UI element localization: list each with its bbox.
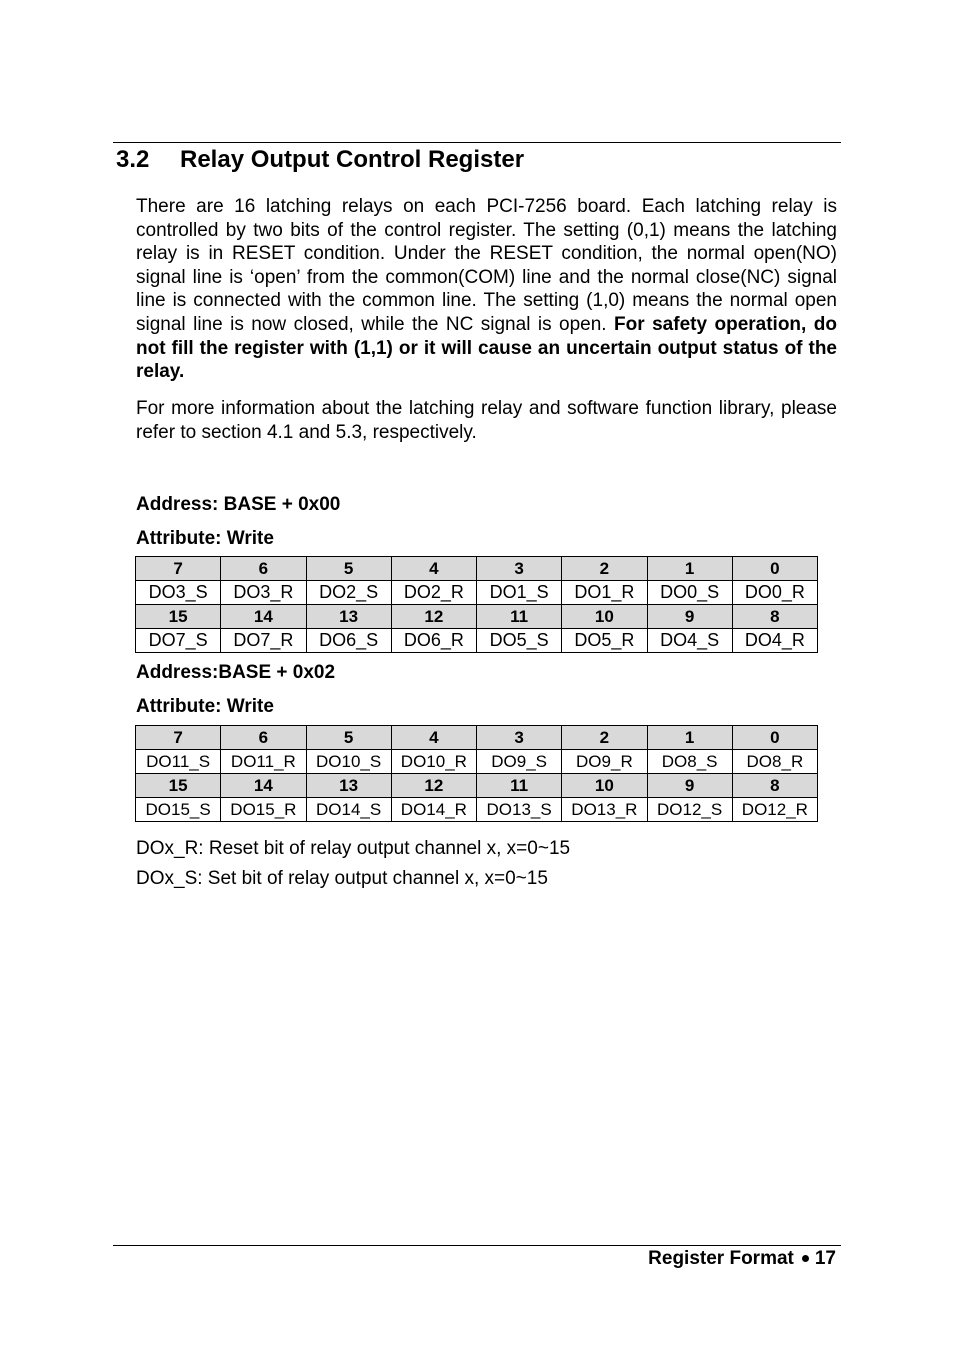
bit-name-cell: DO3_R — [221, 581, 306, 605]
bit-name-cell: DO12_R — [732, 798, 817, 822]
safety-warning: For safety operation, do not fill the register with (1,1) or it will cause an uncertain output status of the relay. — [136, 313, 837, 383]
bit-number-cell: 8 — [732, 774, 817, 798]
bit-number-cell: 10 — [562, 774, 647, 798]
bit-name-cell: DO13_R — [562, 798, 647, 822]
bit-name-row — [136, 750, 818, 774]
bit-number-row — [136, 726, 818, 750]
bit-name-cell: DO9_S — [477, 750, 562, 774]
bit-name-cell: DO4_R — [732, 629, 817, 653]
bit-number-cell: 2 — [562, 726, 647, 750]
bit-name-cell: DO1_S — [477, 581, 562, 605]
bit-number-cell: 7 — [136, 726, 221, 750]
bit-number-cell: 5 — [306, 557, 391, 581]
footer-label: Register Format — [648, 1248, 794, 1269]
bit-name-cell: DO13_S — [477, 798, 562, 822]
bit-number-cell: 4 — [391, 557, 476, 581]
bit-number-cell: 12 — [391, 774, 476, 798]
bullet-icon — [802, 1255, 809, 1262]
bit-number-cell: 8 — [732, 605, 817, 629]
bit-number-cell: 14 — [221, 605, 306, 629]
bit-number-cell: 1 — [647, 726, 732, 750]
bit-number-cell: 9 — [647, 605, 732, 629]
bit-number-cell: 15 — [136, 605, 221, 629]
footer-rule — [113, 1245, 841, 1246]
bit-number-cell: 10 — [562, 605, 647, 629]
note-set-bit: DOx_S: Set bit of relay output channel x, x=0~15 — [136, 868, 548, 889]
bit-number-cell: 3 — [477, 726, 562, 750]
note-reset-bit: DOx_R: Reset bit of relay output channel x, x=0~15 — [136, 838, 571, 859]
bit-number-cell: 13 — [306, 774, 391, 798]
bit-number-cell: 0 — [732, 557, 817, 581]
bit-number-cell: 14 — [221, 774, 306, 798]
register1-attribute: Attribute: Write — [136, 528, 274, 549]
bit-name-cell: DO3_S — [136, 581, 221, 605]
page-footer — [648, 1248, 836, 1270]
bit-name-cell: DO7_R — [221, 629, 306, 653]
page-number: 17 — [814, 1248, 836, 1269]
register2-attribute: Attribute: Write — [136, 696, 274, 717]
bit-name-cell: DO15_R — [221, 798, 306, 822]
bit-name-cell: DO10_S — [306, 750, 391, 774]
bit-name-cell: DO0_S — [647, 581, 732, 605]
bit-number-cell: 5 — [306, 726, 391, 750]
bit-name-cell: DO15_S — [136, 798, 221, 822]
bit-name-cell: DO6_R — [391, 629, 476, 653]
bit-number-cell: 13 — [306, 605, 391, 629]
reference-paragraph: For more information about the latching relay and software function library, please refer to section 4.1 and 5.3, respectively. — [136, 398, 837, 443]
bit-number-cell: 9 — [647, 774, 732, 798]
bit-name-cell: DO8_R — [732, 750, 817, 774]
bit-name-cell: DO10_R — [391, 750, 476, 774]
bit-name-row — [136, 581, 818, 605]
bit-name-cell: DO11_R — [221, 750, 306, 774]
bit-name-cell: DO14_R — [391, 798, 476, 822]
register1-table — [135, 556, 818, 653]
bit-number-cell: 6 — [221, 557, 306, 581]
bit-name-row — [136, 629, 818, 653]
section-heading — [116, 146, 524, 174]
bit-name-cell: DO9_R — [562, 750, 647, 774]
bit-number-cell: 6 — [221, 726, 306, 750]
bit-name-row — [136, 798, 818, 822]
bit-name-cell: DO2_S — [306, 581, 391, 605]
bit-name-cell: DO6_S — [306, 629, 391, 653]
bit-name-cell: DO5_R — [562, 629, 647, 653]
bit-name-cell: DO11_S — [136, 750, 221, 774]
bit-number-row — [136, 774, 818, 798]
header-rule — [113, 142, 841, 143]
bit-number-cell: 4 — [391, 726, 476, 750]
bit-name-cell: DO7_S — [136, 629, 221, 653]
bit-name-cell: DO5_S — [477, 629, 562, 653]
section-title: Relay Output Control Register — [180, 146, 525, 173]
bit-number-cell: 3 — [477, 557, 562, 581]
register1-address: Address: BASE + 0x00 — [136, 494, 341, 515]
register2-table — [135, 725, 818, 822]
intro-paragraph — [136, 195, 837, 384]
bit-number-row — [136, 605, 818, 629]
bit-name-cell: DO14_S — [306, 798, 391, 822]
bit-number-cell: 0 — [732, 726, 817, 750]
bit-name-cell: DO12_S — [647, 798, 732, 822]
bit-name-cell: DO0_R — [732, 581, 817, 605]
register2-address: Address:BASE + 0x02 — [136, 662, 336, 683]
bit-name-cell: DO1_R — [562, 581, 647, 605]
bit-name-cell: DO2_R — [391, 581, 476, 605]
bit-number-cell: 1 — [647, 557, 732, 581]
bit-number-row — [136, 557, 818, 581]
bit-name-cell: DO4_S — [647, 629, 732, 653]
bit-number-cell: 15 — [136, 774, 221, 798]
bit-name-cell: DO8_S — [647, 750, 732, 774]
intro-text: There are 16 latching relays on each PCI-7256 board. Each latching relay is controlled by two bits of the control register. The setting (0,1) means the latching relay is in RESET condition. Under the RESET condition, the normal open(NO) signal line is ‘open’ from the common(COM) line and the normal close(NC) signal line is connected with the common line. The setting (1,0) means the normal open signal line is now closed, while the NC signal is open. — [136, 196, 837, 335]
bit-number-cell: 11 — [477, 774, 562, 798]
bit-number-cell: 2 — [562, 557, 647, 581]
section-number: 3.2 — [116, 146, 150, 173]
bit-number-cell: 11 — [477, 605, 562, 629]
bit-number-cell: 7 — [136, 557, 221, 581]
bit-number-cell: 12 — [391, 605, 476, 629]
